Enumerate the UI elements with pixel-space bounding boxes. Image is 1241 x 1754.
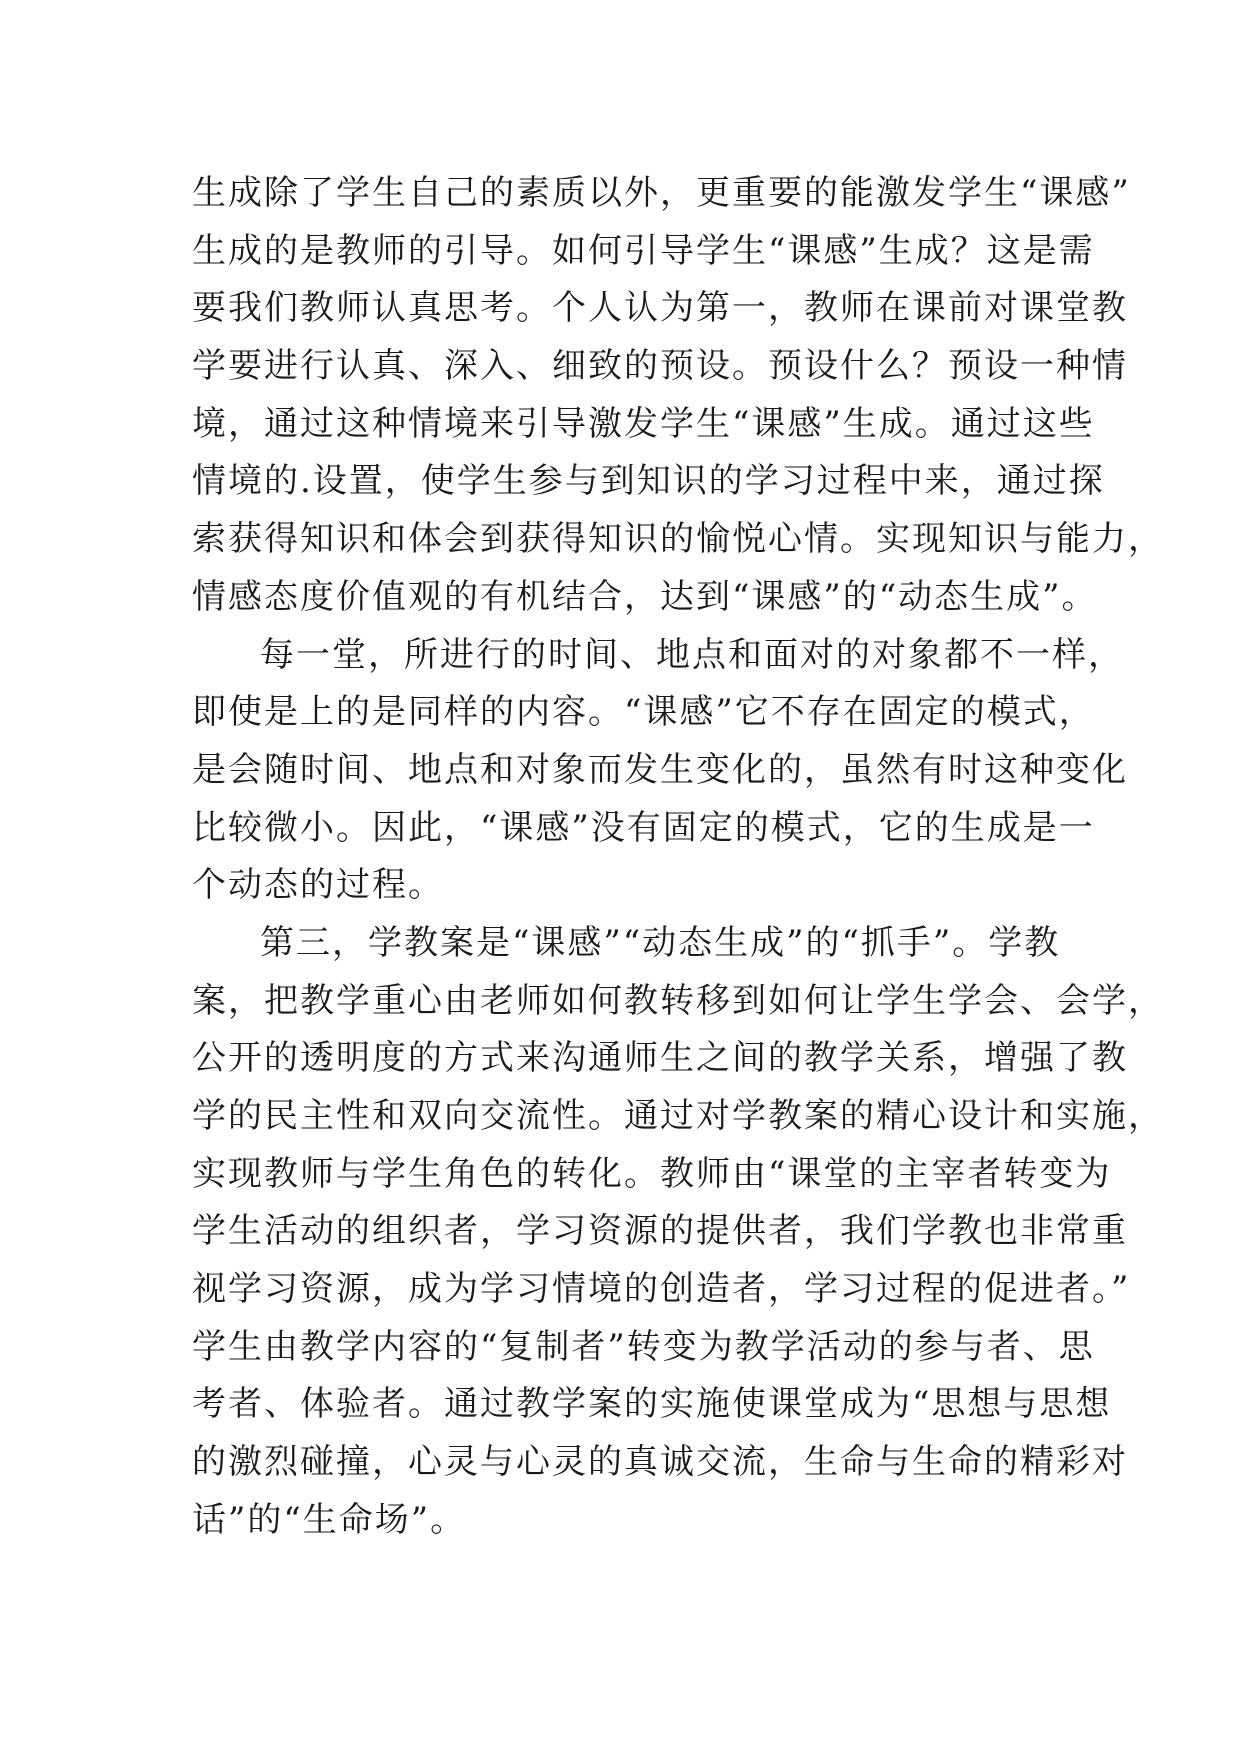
text-line: 的激烈碰撞，心灵与心灵的真诚交流，生命与生命的精彩对 xyxy=(192,1442,1128,1483)
paragraph-start-line: 第三，学教案是“课感”“动态生成”的“抓手”。学教 xyxy=(260,922,1061,963)
paragraph-start-line: 每一堂，所进行的时间、地点和面对的对象都不一样， xyxy=(260,634,1124,675)
text-line: 学生由教学内容的“复制者”转变为教学活动的参与者、思 xyxy=(192,1326,1095,1367)
text-line: 个动态的过程。 xyxy=(192,865,444,906)
text-line: 要我们教师认真思考。个人认为第一，教师在课前对课堂教 xyxy=(192,288,1128,329)
body-text xyxy=(192,165,1164,1550)
text-line: 话”的“生命场”。 xyxy=(192,1499,467,1540)
text-line: 案，把教学重心由老师如何教转移到如何让学生学会、会学， xyxy=(192,980,1164,1021)
text-line: 即使是上的是同样的内容。“课感”它不存在固定的模式， xyxy=(192,692,1095,733)
text-line: 考者、体验者。通过教学案的实施使课堂成为“思想与思想 xyxy=(192,1384,1112,1425)
text-line: 学的民主性和双向交流性。通过对学教案的精心设计和实施， xyxy=(192,1096,1164,1136)
text-line: 学生活动的组织者，学习资源的提供者，我们学教也非常重 xyxy=(192,1211,1128,1252)
text-line: 索获得知识和体会到获得知识的愉悦心情。实现知识与能力， xyxy=(192,519,1164,560)
text-line: 生成的是教师的引导。如何引导学生“课感”生成？这是需 xyxy=(192,230,1095,271)
text-line: 比较微小。因此，“课感”没有固定的模式，它的生成是一 xyxy=(192,807,1095,848)
text-line: 是会随时间、地点和对象而发生变化的，虽然有时这种变化 xyxy=(192,749,1128,790)
text-line: 情境的.设置，使学生参与到知识的学习过程中来，通过探 xyxy=(192,461,1105,502)
text-line: 公开的透明度的方式来沟通师生之间的教学关系，增强了教 xyxy=(192,1038,1128,1079)
text-line: 视学习资源，成为学习情境的创造者，学习过程的促进者。” xyxy=(192,1269,1131,1310)
text-line: 实现教师与学生角色的转化。教师由“课堂的主宰者转变为 xyxy=(192,1153,1112,1194)
text-line: 学要进行认真、深入、细致的预设。预设什么？预设一种情 xyxy=(192,346,1128,387)
text-line: 情感态度价值观的有机结合，达到“课感”的“动态生成”。 xyxy=(192,576,1098,617)
text-line: 生成除了学生自己的素质以外，更重要的能激发学生“课感” xyxy=(192,173,1131,213)
text-line: 境，通过这种情境来引导激发学生“课感”生成。通过这些 xyxy=(192,403,1095,444)
